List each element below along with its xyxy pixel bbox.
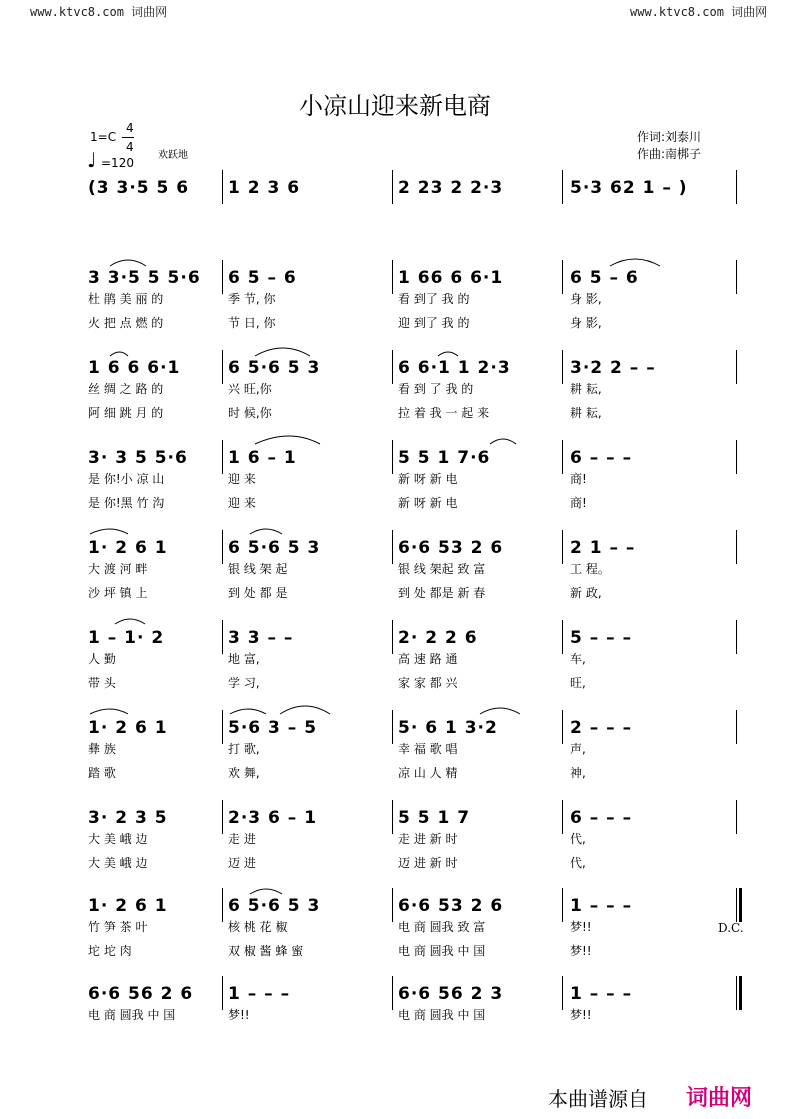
measure-notes: 2· 2 2 6 [398,628,478,648]
lyric-line-2: 耕 耘, [570,406,602,420]
measure-notes: 6·6 53 2 6 [398,538,504,558]
measure-notes: (3 3·5 5 6 [88,178,190,198]
measure-notes: 2 1 – – [570,538,636,558]
measure-notes: 6 – – – [570,448,633,468]
lyric-line-2: 代, [570,856,586,870]
lyric-line-1: 银 线 架起 致 富 [398,562,486,576]
lyric-line-1: 新 呀 新 电 [398,472,458,486]
measure-notes: 1· 2 6 1 [88,718,168,738]
measure-notes: 6·6 53 2 6 [398,896,504,916]
measure-notes: 5 5 1 7·6 [398,448,491,468]
lyric-line-1: 梦!! [228,1008,250,1022]
song-title: 小凉山迎来新电商 [299,92,491,120]
quarter-note-icon: ♩ [87,148,97,172]
tempo-value: =120 [101,156,134,170]
lyric-line-2: 阿 细 跳 月 的 [88,406,164,420]
lyric-line-1: 电 商 圆我 中 国 [88,1008,176,1022]
lyric-line-2: 迈 进 新 时 [398,856,458,870]
dc-mark: D.C. [718,921,744,935]
measure-notes: 1 – – – [228,984,291,1004]
lyric-line-2: 时 候,你 [228,406,272,420]
measure-notes: 3· 3 5 5·6 [88,448,188,468]
lyric-line-2: 火 把 点 燃 的 [88,316,164,330]
composer: 作曲:南梆子 [637,147,702,161]
lyric-line-1: 梦!! [570,1008,592,1022]
footer-source: 本曲谱源自 [548,1087,648,1111]
lyric-line-2: 坨 坨 肉 [88,944,132,958]
measure-notes: 6 5·6 5 3 [228,538,321,558]
measure-notes: 3 3 – – [228,628,294,648]
measure-notes: 1· 2 6 1 [88,538,168,558]
measure-notes: 5·6 3 – 5 [228,718,318,738]
lyric-line-1: 打 歌, [228,742,260,756]
measure-notes: 6 5·6 5 3 [228,896,321,916]
lyric-line-1: 走 进 [228,832,256,846]
measure-notes: 6 5·6 5 3 [228,358,321,378]
lyric-line-2: 大 美 峨 边 [88,856,148,870]
watermark-right: www.ktvc8.com 词曲网 [630,5,768,19]
lyric-line-2: 凉 山 人 精 [398,766,458,780]
lyric-line-1: 幸 福 歌 唱 [398,742,458,756]
lyric-line-1: 看 到了 我 的 [398,292,470,306]
time-signature-top: 4 [126,121,134,135]
lyric-line-1: 人 勤 [88,652,116,666]
measure-notes: 1 – 1· 2 [88,628,165,648]
lyric-line-1: 银 线 架 起 [228,562,288,576]
lyric-line-1: 竹 笋 茶 叶 [88,920,148,934]
lyric-line-2: 神, [570,766,586,780]
measure-notes: 6 – – – [570,808,633,828]
measure-notes: 1 66 6 6·1 [398,268,504,288]
lyric-line-2: 拉 着 我 一 起 来 [398,406,490,420]
lyric-line-1: 大 渡 河 畔 [88,562,148,576]
lyric-line-1: 地 富, [228,652,260,666]
lyric-line-1: 工 程。 [570,562,610,576]
lyric-line-2: 新 呀 新 电 [398,496,458,510]
measure-notes: 1 2 3 6 [228,178,301,198]
measure-notes: 1 6 – 1 [228,448,297,468]
measure-notes: 6 5 – 6 [228,268,297,288]
key-signature: 1=C [90,130,117,144]
lyric-line-1: 彝 族 [88,742,116,756]
lyric-line-1: 代, [570,832,586,846]
lyric-line-2: 迎 到了 我 的 [398,316,470,330]
lyric-line-2: 商! [570,496,587,510]
lyric-line-2: 到 处 都 是 [228,586,288,600]
measure-notes: 6·6 56 2 3 [398,984,504,1004]
measure-notes: 1 – – – [570,984,633,1004]
lyric-line-2: 电 商 圆我 中 国 [398,944,486,958]
lyric-line-2: 新 政, [570,586,602,600]
lyric-line-2: 学 习, [228,676,260,690]
measure-notes: 1 – – – [570,896,633,916]
lyric-line-2: 欢 舞, [228,766,260,780]
measure-notes: 1 6 6 6·1 [88,358,181,378]
lyric-line-1: 是 你!小 凉 山 [88,472,165,486]
lyric-line-2: 身 影, [570,316,602,330]
measure-notes: 3 3·5 5 5·6 [88,268,201,288]
measure-notes: 5 5 1 7 [398,808,471,828]
lyric-line-2: 到 处 都是 新 春 [398,586,486,600]
lyric-line-1: 电 商 圆我 中 国 [398,1008,486,1022]
lyric-line-1: 高 速 路 通 [398,652,458,666]
lyric-line-1: 季 节, 你 [228,292,276,306]
lyric-line-1: 迎 来 [228,472,256,486]
lyric-line-1: 走 进 新 时 [398,832,458,846]
lyric-line-2: 沙 坪 镇 上 [88,586,148,600]
lyric-line-2: 迎 来 [228,496,256,510]
lyric-line-1: 声, [570,742,586,756]
lyric-line-1: 梦!! [570,920,592,934]
measure-notes: 6 6·1 1 2·3 [398,358,511,378]
lyric-line-1: 耕 耘, [570,382,602,396]
lyric-line-2: 节 日, 你 [228,316,276,330]
measure-notes: 3· 2 3 5 [88,808,168,828]
lyric-line-2: 带 头 [88,676,116,690]
lyric-line-1: 核 桃 花 椒 [228,920,288,934]
measure-notes: 2 – – – [570,718,633,738]
lyric-line-2: 迈 进 [228,856,256,870]
measure-notes: 6 5 – 6 [570,268,639,288]
lyric-line-1: 兴 旺,你 [228,382,272,396]
lyric-line-2: 旺, [570,676,586,690]
footer-brand-logo: 词曲网 [686,1086,753,1111]
measure-notes: 5 – – – [570,628,633,648]
measure-notes: 3·2 2 – – [570,358,656,378]
watermark-left: www.ktvc8.com 词曲网 [30,5,168,19]
time-signature-bottom: 4 [126,140,134,154]
lyricist: 作词:刘泰川 [637,130,702,144]
measure-notes: 5· 6 1 3·2 [398,718,498,738]
measure-notes: 2·3 6 – 1 [228,808,318,828]
lyric-line-1: 身 影, [570,292,602,306]
measure-notes: 6·6 56 2 6 [88,984,194,1004]
measure-notes: 2 23 2 2·3 [398,178,504,198]
lyric-line-2: 是 你!黑 竹 沟 [88,496,165,510]
lyric-line-2: 双 椒 酱 蜂 蜜 [228,944,304,958]
lyric-line-1: 大 美 峨 边 [88,832,148,846]
lyric-line-1: 车, [570,652,586,666]
lyric-line-1: 丝 绸 之 路 的 [88,382,164,396]
lyric-line-1: 杜 鹃 美 丽 的 [88,292,164,306]
lyric-line-1: 看 到 了 我 的 [398,382,474,396]
lyric-line-2: 家 家 都 兴 [398,676,458,690]
measure-notes: 5·3 62 1 – ) [570,178,688,198]
lyric-line-2: 梦!! [570,944,592,958]
measure-notes: 1· 2 6 1 [88,896,168,916]
lyric-line-1: 商! [570,472,587,486]
lyric-line-2: 踏 歌 [88,766,116,780]
expression-mark: 欢跃地 [158,150,188,161]
lyric-line-1: 电 商 圆我 致 富 [398,920,486,934]
